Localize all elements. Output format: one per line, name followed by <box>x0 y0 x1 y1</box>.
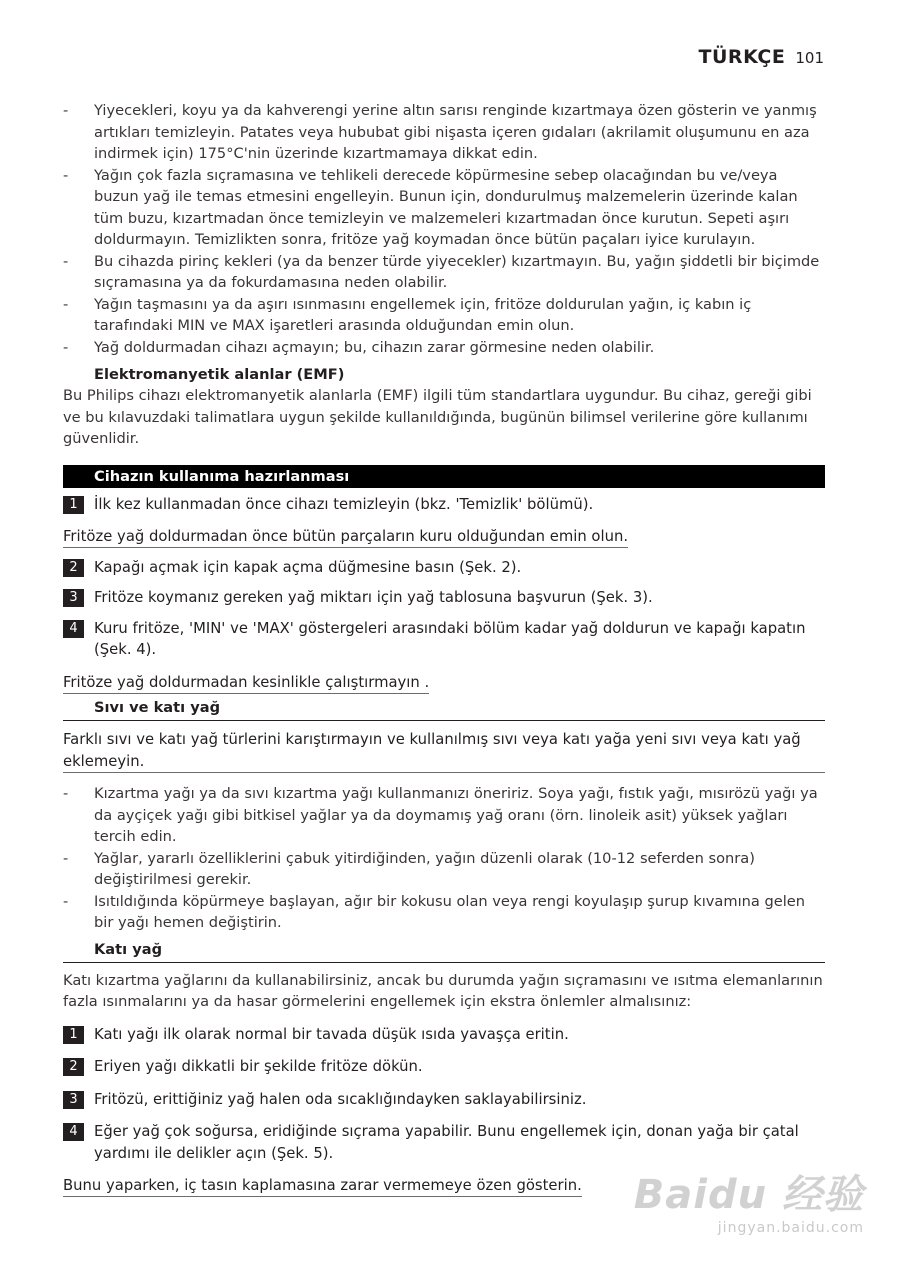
section-heading-prep: Cihazın kullanıma hazırlanması <box>63 465 825 488</box>
list-item: - Yiyecekleri, koyu ya da kahverengi yerine altın sarısı renginde kızartmaya özen gösterin ve yanmış artıkları temizleyin. Patates veya hububat gibi nişasta içeren gıdaları (akrilamit oluşumunu en aza indirmek için) 175°C'nin üzerinde kızartmamaya dikkat edin. <box>63 100 825 165</box>
step-number: 3 <box>63 589 84 607</box>
list-item: - Kızartma yağı ya da sıvı kızartma yağı kullanmanızı öneririz. Soya yağı, fıstık yağı, mısırözü yağı ya da ayçiçek yağı gibi bitkisel yağlar ya da doymamış yağ oranı (örn. linoleik asit) yüksek yağları tercih edin. <box>63 783 825 848</box>
warning-text: Fritöze yağ doldurmadan önce bütün parçaların kuru olduğundan emin olun. <box>63 528 628 548</box>
step-text: Kapağı açmak için kapak açma düğmesine basın (Şek. 2). <box>94 558 522 576</box>
warning-text: Bunu yaparken, iç tasın kaplamasına zarar vermemeye özen gösterin. <box>63 1177 582 1197</box>
warning-note <box>63 526 825 548</box>
step-item <box>63 557 825 579</box>
step-item <box>63 494 825 516</box>
warning-note <box>63 672 825 694</box>
list-item: - Bu cihazda pirinç kekleri (ya da benzer türde yiyecekler) kızartmayın. Bu, yağın şiddetli bir biçimde sıçramasına ya da fokurdamasına neden olabilir. <box>63 251 825 294</box>
step-number: 4 <box>63 1123 84 1141</box>
watermark-logo: Baidu 经验 <box>633 1172 864 1218</box>
step-number: 1 <box>63 496 84 514</box>
step-item <box>63 618 825 661</box>
oil-bullet-list <box>63 783 825 934</box>
step-item <box>63 587 825 609</box>
step-number: 4 <box>63 620 84 638</box>
solid-intro-paragraph: Katı kızartma yağlarını da kullanabilirsiniz, ancak bu durumda yağın sıçramasını ve ısıtma elemanlarının fazla ısınmalarını ya da hasar görmelerini engellemek için ekstra önlemler almalısınız: <box>63 971 823 1010</box>
oil-heading: Sıvı ve katı yağ <box>63 698 825 721</box>
emf-heading: Elektromanyetik alanlar (EMF) <box>94 366 345 383</box>
intro-bullet-list <box>63 100 825 358</box>
step-text: Eğer yağ çok soğursa, eridiğinde sıçrama yapabilir. Bunu engellemek için, donan yağa bir çatal yardımı ile delikler açın (Şek. 5). <box>94 1123 799 1162</box>
list-item: - Isıtıldığında köpürmeye başlayan, ağır bir kokusu olan veya rengi koyulaşıp şurup kıvamına gelen bir yağı hemen değiştirin. <box>63 891 825 934</box>
step-number: 2 <box>63 1058 84 1076</box>
step-item <box>63 1121 825 1164</box>
step-item <box>63 1089 825 1111</box>
solid-heading: Katı yağ <box>63 940 825 963</box>
step-item <box>63 1056 825 1078</box>
watermark-url: jingyan.baidu.com <box>717 1220 864 1236</box>
step-number: 1 <box>63 1026 84 1044</box>
watermark <box>634 1163 864 1236</box>
step-text: Katı yağı ilk olarak normal bir tavada düşük ısıda yavaşça eritin. <box>94 1025 569 1043</box>
step-number: 3 <box>63 1091 84 1109</box>
step-text: Fritöze koymanız gereken yağ miktarı için yağ tablosuna başvurun (Şek. 3). <box>94 589 653 606</box>
list-item: - Yağ doldurmadan cihazı açmayın; bu, cihazın zarar görmesine neden olabilir. <box>63 337 825 359</box>
step-number: 2 <box>63 559 84 577</box>
page-header <box>699 46 824 68</box>
step-text: İlk kez kullanmadan önce cihazı temizleyin (bkz. 'Temizlik' bölümü). <box>94 495 594 513</box>
list-item: - Yağlar, yararlı özelliklerini çabuk yitirdiğinden, yağın düzenli olarak (10-12 seferden sonra) değiştirilmesi gerekir. <box>63 848 825 891</box>
warning-text: Fritöze yağ doldurmadan kesinlikle çalıştırmayın . <box>63 674 429 694</box>
warning-text: Farklı sıvı ve katı yağ türlerini karıştırmayın ve kullanılmış sıvı veya katı yağa yeni sıvı veya katı yağ eklemeyin. <box>63 729 825 773</box>
step-text: Eriyen yağı dikkatli bir şekilde fritöze dökün. <box>94 1058 423 1075</box>
page-number: 101 <box>795 49 824 67</box>
language-label: TÜRKÇE <box>698 46 786 68</box>
step-text: Kuru fritöze, 'MIN' ve 'MAX' göstergeleri arasındaki bölüm kadar yağ doldurun ve kapağı kapatın (Şek. 4). <box>94 619 806 658</box>
emf-paragraph: Bu Philips cihazı elektromanyetik alanlarla (EMF) ilgili tüm standartlara uygundur. Bu cihaz, gereği gibi ve bu kılavuzdaki talimatlara uygun şekilde kullanıldığında, bugünün bilimsel verilerine göre kullanımı güvenlidir. <box>63 387 812 447</box>
step-text: Fritözü, erittiğiniz yağ halen oda sıcaklığındayken saklayabilirsiniz. <box>94 1090 587 1108</box>
list-item: - Yağın çok fazla sıçramasına ve tehlikeli derecede köpürmesine sebep olacağından bu ve/veya buzun yağ ile temas etmesini engelleyin. Bunun için, dondurulmuş malzemelerin üzerinde kalan tüm buzu, kızartmadan önce temizleyin ve malzemeleri kızartmadan önce kurutun. Sepeti aşırı doldurmayın. Temizlikten sonra, fritöze yağ koymadan önce bütün paçaları iyice kurulayın. <box>63 165 825 251</box>
page-content <box>63 100 825 1197</box>
warning-note <box>63 729 825 773</box>
list-item: - Yağın taşmasını ya da aşırı ısınmasını engellemek için, fritöze doldurulan yağın, iç kabın iç tarafındaki MIN ve MAX işaretleri arasında olduğundan emin olun. <box>63 294 825 337</box>
step-item <box>63 1024 825 1046</box>
